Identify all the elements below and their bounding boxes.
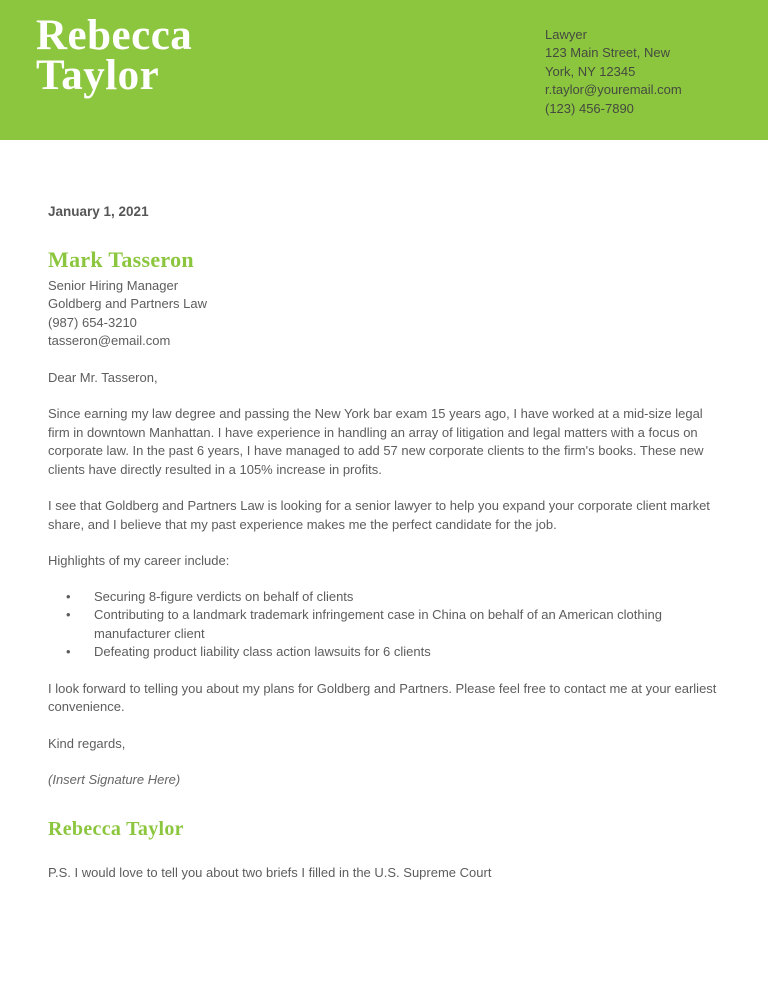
postscript: P.S. I would love to tell you about two briefs I filled in the U.S. Supreme Court	[48, 864, 492, 880]
applicant-address-line2: York, NY 12345	[545, 63, 636, 79]
body-paragraph-1: Since earning my law degree and passing the New York bar exam 15 years ago, I have worked at a mid-size legal firm in downtown Manhattan. I have experience in handling an array of litigation and legal matters with a focus on corporate law. In the past 6 years, I have managed to add 57 new corporate clients to the firm's books. These new clients have directly resulted in a 105% increase in profits.	[48, 406, 704, 477]
list-item: • Defeating product liability class action lawsuits for 6 clients	[66, 643, 720, 662]
applicant-name-line2: Taylor	[36, 52, 160, 99]
sign-off: Kind regards,	[48, 735, 126, 751]
salutation: Dear Mr. Tasseron,	[48, 369, 158, 385]
recipient-name: Mark Tasseron	[48, 246, 194, 272]
letter-date: January 1, 2021	[48, 204, 149, 219]
body-paragraph-2: I see that Goldberg and Partners Law is looking for a senior lawyer to help you expand your corporate client market share, and I believe that my past experience makes me the perfect candidate for the job.	[48, 498, 710, 532]
highlights-list	[48, 588, 720, 662]
letter-body	[0, 203, 768, 882]
recipient-contact-block	[48, 277, 720, 351]
recipient-title: Senior Hiring Manager	[48, 277, 179, 293]
highlights-intro: Highlights of my career include:	[48, 553, 230, 568]
signature-placeholder: (Insert Signature Here)	[48, 772, 181, 787]
signature-name: Rebecca Taylor	[48, 817, 184, 840]
letterhead	[0, 0, 768, 140]
applicant-job-title: Lawyer	[545, 27, 587, 42]
list-item: • Contributing to a landmark trademark infringement case in China on behalf of an American clothing manufacturer client	[66, 606, 720, 643]
recipient-company: Goldberg and Partners Law	[48, 296, 207, 311]
applicant-address-line1: 123 Main Street, New	[545, 45, 671, 61]
applicant-contact-block	[545, 26, 745, 118]
applicant-name-line1: Rebecca	[36, 12, 193, 59]
applicant-phone: (123) 456-7890	[545, 100, 634, 116]
applicant-name	[36, 12, 193, 99]
closing-paragraph: I look forward to telling you about my plans for Goldberg and Partners. Please feel free to contact me at your earliest convenience.	[48, 680, 717, 714]
list-item: • Securing 8-figure verdicts on behalf of clients	[66, 588, 720, 607]
recipient-phone: (987) 654-3210	[48, 314, 137, 330]
recipient-email: tasseron@email.com	[48, 333, 171, 348]
applicant-email: r.taylor@youremail.com	[545, 82, 682, 98]
